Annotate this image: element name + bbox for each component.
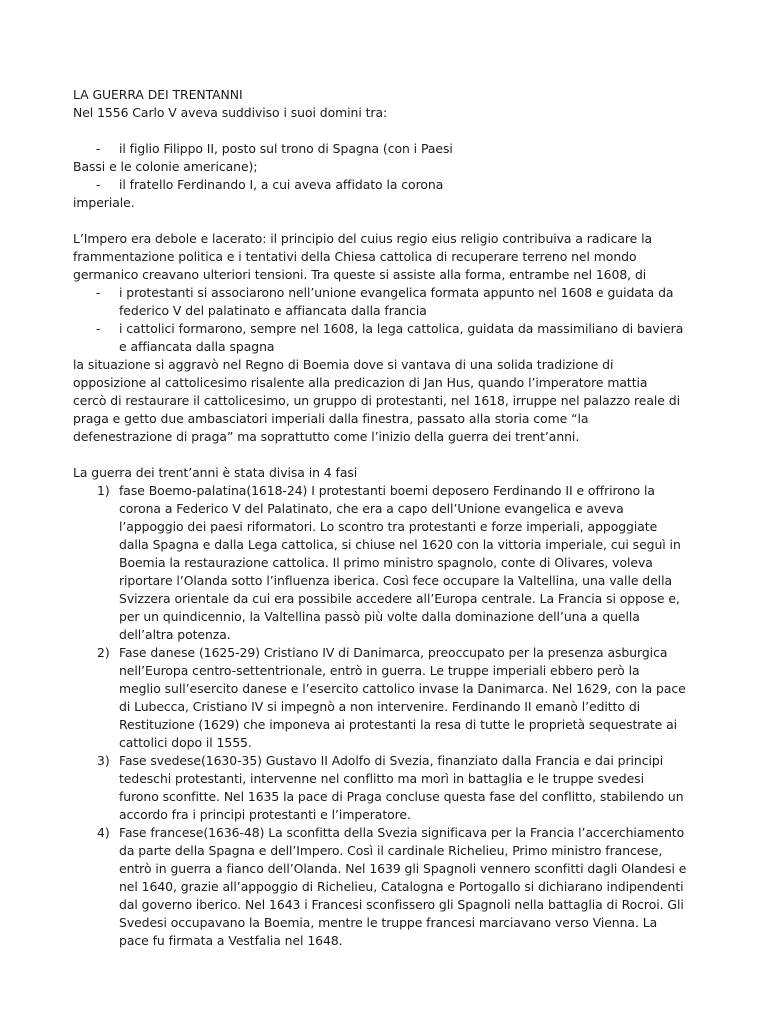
heir-1-marker: - [96,141,101,156]
phase-4-line-5: dal governo iberico. Nel 1643 i Francesi sconfissero gli Spagnoli nella battaglia di Rocroi. Gli [119,897,684,912]
phase-4-line-6: Svedesi occupavano la Boemia, mentre le truppe francesi marciavano verso Vienna. La [119,915,658,930]
heir-2-line-2: imperiale. [73,195,135,210]
bohemia-paragraph-line-4: praga e getto due ambasciatori imperiali dalla finestra, passato alla storia come “la [73,411,589,426]
phase-1-line-4: dalla Spagna e dalla Lega cattolica, si chiuse nel 1620 con la vittoria imperiale, cui seguì in [119,537,681,552]
phase-2-line-4: di Lubecca, Cristiano IV si impegnò a non intervenire. Ferdinando II emanò l’editto di [119,699,641,714]
document-title: LA GUERRA DEI TRENTANNI [73,87,243,102]
league-2-line-2: e affiancata dalla spagna [119,339,275,354]
empire-paragraph-line-2: frammentazione politica e i tentativi della Chiesa cattolica di recuperare terreno nel mondo [73,249,637,264]
phase-4-line-4: nel 1640, grazie all’appoggio di Richelieu, Catalogna e Portogallo si dichiarano indipendenti [119,879,684,894]
heir-1-line-2: Bassi e le colonie americane); [73,159,258,174]
phase-4-line-2: da parte della Spagna e dell’Impero. Così il cardinale Richelieu, Primo ministro francese, [119,843,663,858]
phase-2-marker: 2) [97,645,110,660]
bohemia-paragraph-line-5: defenestrazione di praga” ma soprattutto come l’inizio della guerra dei trent’anni. [73,429,580,444]
bohemia-paragraph-line-2: opposizione al cattolicesimo risalente alla predicazion di Jan Hus, quando l’imperatore mattia [73,375,648,390]
phase-1-line-6: riportare l’Olanda sotto l’influenza iberica. Così fece occupare la Valtellina, una valle della [119,573,673,588]
phase-1-line-1: fase Boemo-palatina(1618-24) I protestanti boemi deposero Ferdinando II e offrirono la [119,483,655,498]
phase-1-line-7: Svizzera orientale da cui era possibile accedere all’Europa centrale. La Francia si oppose e, [119,591,680,606]
phase-2-line-6: cattolici dopo il 1555. [119,735,252,750]
phase-2-line-2: nell’Europa centro-settentrionale, entrò in guerra. Le truppe imperiali ebbero però la [119,663,640,678]
phase-3-line-3: furono sconfitte. Nel 1635 la pace di Praga concluse questa fase del conflitto, stabilendo un [119,789,684,804]
league-1-marker: - [96,285,101,300]
heir-2-marker: - [96,177,101,192]
phase-3-line-4: accordo fra i principi protestanti e l’imperatore. [119,807,411,822]
phase-2-line-3: meglio sull’esercito danese e l’esercito cattolico invase la Danimarca. Nel 1629, con la pace [119,681,686,696]
bohemia-paragraph-line-1: la situazione si aggravò nel Regno di Boemia dove si vantava di una solida tradizione di [73,357,614,372]
phase-1-line-3: l’appoggio dei paesi riformatori. Lo scontro tra protestanti e forze imperiali, appoggiate [119,519,658,534]
league-2-marker: - [96,321,101,336]
phase-2-line-5: Restituzione (1629) che imponeva ai protestanti la resa di tutte le proprietà sequestrate ai [119,717,678,732]
empire-paragraph-line-3: germanico creavano ulteriori tensioni. Tra queste si assiste alla forma, entrambe nel 1608, di [73,267,647,282]
phase-4-line-3: entrò in guerra a fianco dell’Olanda. Nel 1639 gli Spagnoli vennero sconfitti dagli Olandesi e [119,861,687,876]
phase-1-line-5: Boemia la restaurazione cattolica. Il primo ministro spagnolo, conte di Olivares, voleva [119,555,653,570]
heir-1-line-1: il figlio Filippo II, posto sul trono di Spagna (con i Paesi [119,141,453,156]
phase-4-line-7: pace fu firmata a Vestfalia nel 1648. [119,933,343,948]
phase-4-line-1: Fase francese(1636-48) La sconfitta della Svezia significava per la Francia l’accerchiamento [119,825,685,840]
phase-1-line-8: per un quindicennio, la Valtellina passò più volte dalla dominazione dell’una a quella [119,609,640,624]
phase-1-line-9: dell’altra potenza. [119,627,231,642]
heir-2-line-1: il fratello Ferdinando I, a cui aveva affidato la corona [119,177,444,192]
league-1-line-2: federico V del palatinato e affiancata dalla francia [119,303,427,318]
empire-paragraph-line-1: L’Impero era debole e lacerato: il principio del cuius regio eius religio contribuiva a radicare la [73,231,653,246]
league-1-line-1: i protestanti si associarono nell’unione evangelica formata appunto nel 1608 e guidata da [119,285,674,300]
league-2-line-1: i cattolici formarono, sempre nel 1608, la lega cattolica, guidata da massimiliano di baviera [119,321,684,336]
phase-3-marker: 3) [97,753,110,768]
intro-line: Nel 1556 Carlo V aveva suddiviso i suoi domini tra: [73,105,388,120]
phase-2-line-1: Fase danese (1625-29) Cristiano IV di Danimarca, preoccupato per la presenza asburgica [119,645,668,660]
phase-1-line-2: corona a Federico V del Palatinato, che era a capo dell’Unione evangelica e aveva [119,501,624,516]
phase-3-line-2: tedeschi protestanti, intervenne nel conflitto ma morì in battaglia e le truppe svedesi [119,771,644,786]
phase-4-marker: 4) [97,825,110,840]
phases-intro: La guerra dei trent’anni è stata divisa in 4 fasi [73,465,358,480]
bohemia-paragraph-line-3: cercò di restaurare il cattolicesimo, un gruppo di protestanti, nel 1618, irruppe nel palazzo reale di [73,393,680,408]
phase-1-marker: 1) [97,483,110,498]
phase-3-line-1: Fase svedese(1630-35) Gustavo II Adolfo di Svezia, finanziato dalla Francia e dai principi [119,753,664,768]
